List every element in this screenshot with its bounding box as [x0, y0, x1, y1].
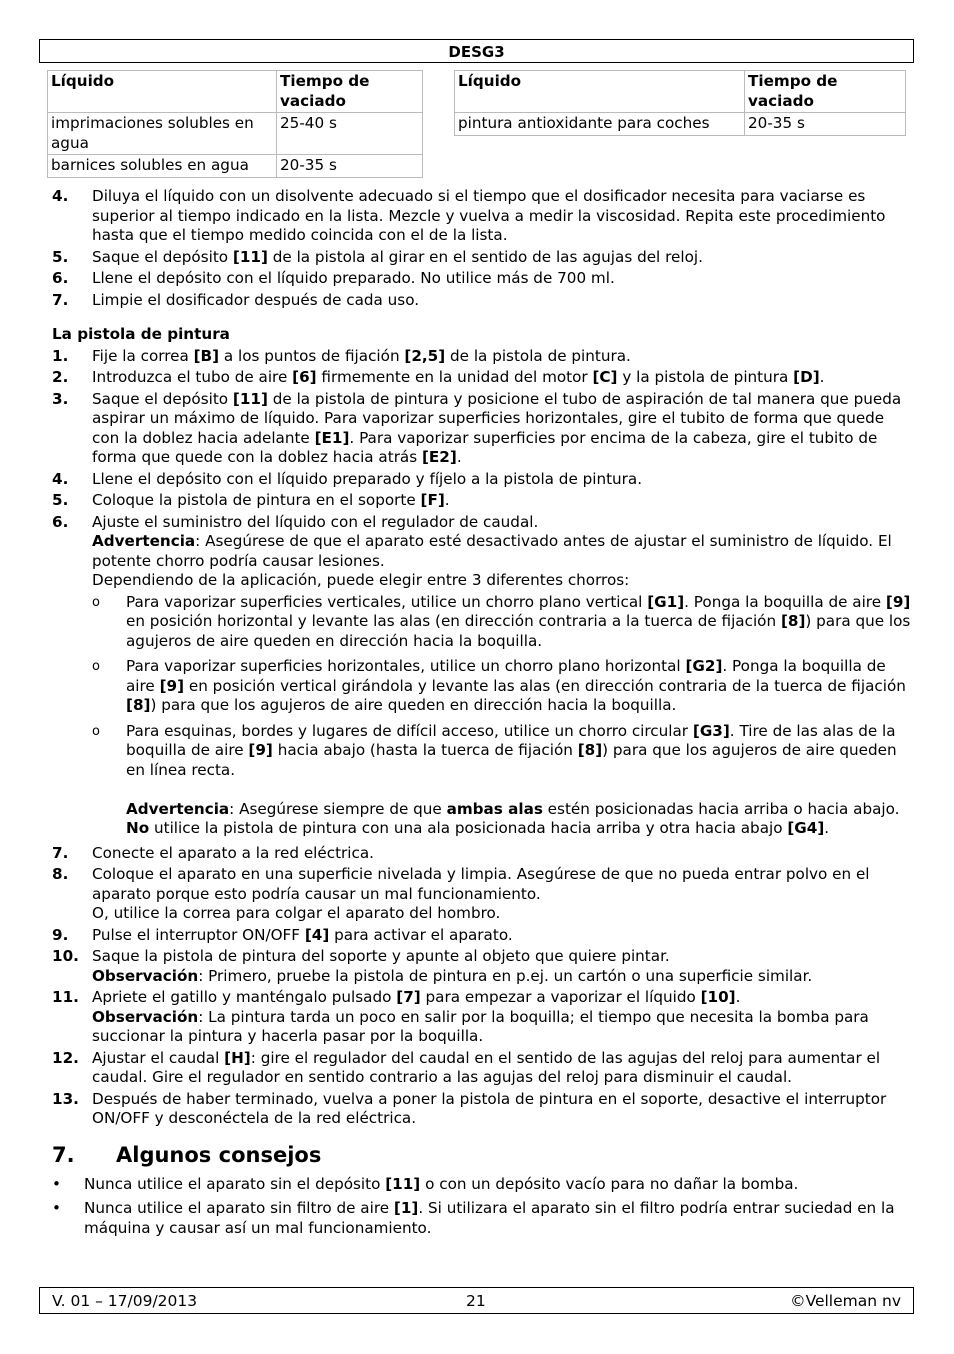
table-header-liquid: Líquido [455, 71, 745, 113]
list-item-number: 7. [52, 843, 69, 862]
sublist-item [52, 657, 912, 716]
tips-bullet-list [52, 1175, 912, 1244]
sublist-item [52, 593, 912, 652]
list-item-number: 9. [52, 925, 69, 944]
footer-copyright: ©Velleman nv [790, 1292, 901, 1310]
list-item-text: Llene el depósito con el líquido preparado. No utilice más de 700 ml. [92, 269, 615, 287]
table-cell: 25-40 s [277, 113, 423, 155]
list-item-text: Fije la correa [B] a los puntos de fijación [2,5] de la pistola de pintura. [92, 346, 631, 365]
list-item-number: 3. [52, 389, 69, 408]
table-row [48, 113, 423, 155]
list-item [52, 513, 912, 591]
list-item-number: 1. [52, 346, 69, 365]
list-item-number: 12. [52, 1048, 79, 1067]
table-cell: imprimaciones solubles en agua [48, 113, 277, 155]
operation-steps-list [52, 844, 912, 1131]
model-code: DESG3 [448, 43, 505, 61]
bullet-dot-icon: • [52, 1199, 61, 1217]
list-item-number: 11. [52, 988, 79, 1006]
document-body [52, 187, 912, 1243]
list-item [52, 368, 912, 388]
sublist-item [52, 722, 912, 839]
list-item [52, 291, 912, 311]
list-item-text: Diluya el líquido con un disolvente adecuado si el tiempo que el dosificador necesita para vaciarse es superior al tiempo indicado en la lista. Mezcle y vuelva a medir la viscosidad. Repita este procedimiento hasta que el tiempo medido coincida con el de la lista. [92, 187, 886, 244]
footer-version: V. 01 – 17/09/2013 [52, 1292, 198, 1310]
paint-gun-steps-list [52, 347, 912, 593]
list-item-number: 13. [52, 1089, 79, 1108]
list-item [52, 491, 912, 511]
list-item [52, 347, 912, 367]
table-cell: barnices solubles en agua [48, 155, 277, 178]
table-cell: 20-35 s [745, 113, 906, 136]
list-item-text: Coloque el aparato en una superficie nivelada y limpia. Asegúrese de que no pueda entrar polvo en el aparato porque esto podría causar un mal funcionamiento. O, utilice la correa para colgar el aparato del hombro. [92, 865, 870, 922]
list-item-text: Saque el depósito [11] de la pistola al girar en el sentido de las agujas del reloj. [92, 247, 703, 266]
bullet-item-text: Nunca utilice el aparato sin el depósito [11] o con un depósito vacío para no dañar la bomba. [84, 1174, 799, 1193]
table-header-time: Tiempo de vaciado [745, 71, 906, 113]
circle-bullet-icon: o [92, 659, 100, 674]
list-item-text: Saque el depósito [11] de la pistola de pintura y posicione el tubo de aspiración de tal manera que pueda aspirar un máximo de líquido. Para vaporizar superficies horizontales, gire el tubito de forma que quede con la doblez hacia adelante [E1]. Para vaporizar superficies por encima de la cabeza, gire el tubito de forma que quede con la doblez hacia atrás [E2]. [92, 389, 902, 466]
list-item [52, 248, 912, 268]
list-item-text: Pulse el interruptor ON/OFF [4] para activar el aparato. [92, 925, 513, 944]
list-item-text: Ajuste el suministro del líquido con el regulador de caudal. Advertencia: Asegúrese de que el aparato esté desactivado antes de ajustar el suministro de líquido. El potente chorro podría causar lesiones. Dependiendo de la aplicación, puede elegir entre 3 diferentes chorros: [92, 512, 892, 589]
sublist-item-text: Para esquinas, bordes y lugares de difícil acceso, utilice un chorro circular [G3]. Tire de las alas de la boquilla de aire [9] hacia abajo (hasta la tuerca de fijación [8]) para que los agujeros de aire queden en línea recta. Advertencia: Asegúrese siempre de que ambas alas estén posicionadas hacia arriba o hacia abajo. No utilice la pistola de pintura con una ala posicionada hacia arriba y otra hacia abajo [G4]. [126, 721, 900, 837]
table-row [48, 155, 423, 178]
preparation-steps-list [52, 187, 912, 312]
list-item-number: 4. [52, 469, 69, 488]
list-item [52, 269, 912, 289]
list-item-text: Después de haber terminado, vuelva a poner la pistola de pintura en el soporte, desactive el interruptor ON/OFF y desconéctela de la red eléctrica. [92, 1089, 887, 1127]
list-item [52, 470, 912, 490]
circle-bullet-icon: o [92, 594, 100, 610]
section-number: 7. [52, 1142, 75, 1167]
list-item [52, 926, 912, 946]
table-row [455, 113, 906, 136]
list-item [52, 988, 912, 1047]
list-item-text: Saque la pistola de pintura del soporte y apunte al objeto que quiere pintar. Observación: Primero, pruebe la pistola de pintura en p.ej. un cartón o una superficie similar. [92, 947, 813, 985]
list-item [52, 390, 912, 468]
list-item-number: 8. [52, 865, 69, 883]
emptying-time-table-left [47, 70, 423, 178]
page-footer [39, 1287, 914, 1314]
bullet-dot-icon: • [52, 1174, 61, 1193]
list-item-text: Introduzca el tubo de aire [6] firmemente en la unidad del motor [C] y la pistola de pintura [D]. [92, 368, 825, 386]
list-item-number: 4. [52, 187, 69, 205]
list-item-number: 5. [52, 491, 69, 509]
spray-pattern-sublist [52, 593, 912, 839]
list-item [52, 1049, 912, 1088]
circle-bullet-icon: o [92, 723, 100, 739]
list-item [52, 187, 912, 246]
page-number: 21 [466, 1292, 486, 1310]
list-item-text: Llene el depósito con el líquido preparado y fíjelo a la pistola de pintura. [92, 469, 643, 488]
list-item [52, 865, 912, 924]
list-item-text: Apriete el gatillo y manténgalo pulsado [7] para empezar a vaporizar el líquido [10]. Observación: La pintura tarda un poco en salir por la boquilla; el tiempo que necesita la bomba para succionar la pintura y hacerla pasar por la boquilla. [92, 988, 869, 1045]
list-item-number: 7. [52, 290, 69, 309]
list-item-number: 2. [52, 368, 69, 386]
page-header [39, 39, 914, 63]
list-item-text: Conecte el aparato a la red eléctrica. [92, 843, 374, 862]
list-item [52, 844, 912, 864]
list-item-number: 10. [52, 947, 79, 965]
bullet-item [52, 1175, 912, 1195]
list-item-text: Coloque la pistola de pintura en el soporte [F]. [92, 491, 450, 509]
table-header-liquid: Líquido [48, 71, 277, 113]
list-item-number: 5. [52, 247, 69, 266]
list-item-number: 6. [52, 512, 69, 531]
emptying-time-table-right [454, 70, 906, 136]
sublist-item-text: Para vaporizar superficies verticales, utilice un chorro plano vertical [G1]. Ponga la boquilla de aire [9] en posición horizontal y levante las alas (en dirección contraria a la tuerca de fijación [8]) para que los agujeros de aire queden en dirección hacia la boquilla. [126, 592, 911, 650]
sublist-item-text: Para vaporizar superficies horizontales, utilice un chorro plano horizontal [G2]. Ponga la boquilla de aire [9] en posición vertical girándola y levante las alas (en dirección contraria de la tuerca de fijación [8]) para que los agujeros de aire queden en dirección hacia la boquilla. [126, 657, 906, 714]
list-item [52, 1090, 912, 1129]
list-item-text: Ajustar el caudal [H]: gire el regulador del caudal en el sentido de las agujas del reloj para aumentar el caudal. Gire el regulador en sentido contrario a las agujas del reloj para disminuir el caudal. [92, 1048, 881, 1086]
list-item-number: 6. [52, 269, 69, 287]
section-title-paint-gun: La pistola de pintura [52, 325, 230, 343]
table-cell: 20-35 s [277, 155, 423, 178]
section-7-heading [52, 1141, 912, 1169]
section-title: Algunos consejos [116, 1142, 322, 1167]
bullet-item [52, 1199, 912, 1238]
list-item-text: Limpie el dosificador después de cada uso. [92, 290, 420, 309]
bullet-item-text: Nunca utilice el aparato sin filtro de aire [1]. Si utilizara el aparato sin el filtro podría entrar suciedad en la máquina y causar así un mal funcionamiento. [84, 1199, 895, 1237]
table-cell: pintura antioxidante para coches [455, 113, 745, 136]
list-item [52, 947, 912, 986]
table-header-time: Tiempo de vaciado [277, 71, 423, 113]
